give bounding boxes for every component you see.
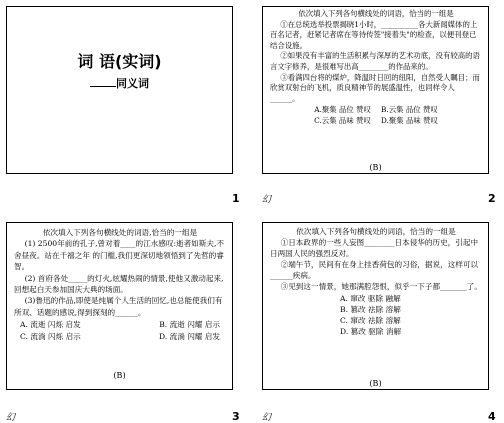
option-c: C. 窜改 祛除 溶解 [340,316,401,325]
slide-subtitle [7,75,232,91]
question-block [14,227,226,342]
sentence-1: ①日本政界的一些人妄图________日本侵华的历史，引起中日两国人民的强烈反对。 [270,238,479,258]
option-d: D. 流淌 闪耀 启发 [158,331,220,341]
option-d: D.聚集 品味 赞叹 [380,115,438,125]
sentence-2: ②端午节，民间有在身上挂香荷包的习俗，据说，这样可以______疾病。 [270,260,479,280]
sentence-3: ③见到这一情景，她那满腔怨恨，似乎一下子都_______了。 [280,282,482,291]
options [270,293,482,337]
question-stem: 依次填入下列各句横线处的词语，恰当的一组是 [298,9,454,18]
slide-1 [6,6,233,174]
slide-mark-icon: 幻 [262,195,272,205]
sentence-2: (2) 首府各处_____的灯火,炫耀热闹的情景,使他又激动起来,回想起白天参加国庆大典的场面。 [14,273,224,295]
answer: (B) [369,379,382,388]
option-c: C. 流淌 闪烁 启示 [20,331,81,341]
question-block [270,226,482,337]
option-a: A. 窜改 驱除 融解 [340,294,401,303]
options [270,105,482,126]
options [14,319,226,342]
question-stem: 依次填入下列各句横线处的词语,恰当的一组是 [42,228,198,237]
slide-mark-icon: 幻 [6,413,16,423]
page-number-1: 1 [232,192,240,205]
slide-title: 词 语(实词) [77,52,162,71]
option-c: C.云集 品味 赞叹 [314,115,371,125]
option-b: B. 篡改 祛除 溶解 [340,305,401,314]
sentence-3: (3)鲁迅的作品,即使是纯属个人生活的回忆,也总能使我们有所双、话题的感说,得到探刻的______。 [14,296,223,317]
question-stem: 依次填入下列各句横线处的词语，恰当的一组是 [296,227,456,236]
option-b: B.云集 品位 赞叹 [380,105,438,115]
subtitle-text: 同义词 [116,77,149,90]
slide-4 [262,222,489,390]
page-number-4: 4 [488,410,496,423]
option-a: A.聚集 品位 赞叹 [314,105,371,115]
slide-3 [6,222,233,390]
page-number-2: 2 [488,192,496,205]
sentence-3: ③看满四台将的煤炉，降温时日回的纽阳，自然受人瞩目；而欣赏双射台的飞机，质良精神节的展盛温性，也同样令人______。 [270,72,480,103]
answer: (B) [113,371,126,380]
option-a: A. 流逝 闪烁 启发 [20,320,81,330]
question-block [270,9,482,127]
slide-mark-icon: 幻 [262,413,272,423]
answer: (B) [369,163,382,172]
subtitle-blank [90,76,116,87]
option-b: B. 流逝 闪耀 启示 [159,320,220,330]
slide-2 [262,6,489,174]
sentence-2: ②如果没有丰富的生活积累与深厚的艺术功底，没有较高的语言文字修养，是很难写出高________的作品来的。 [270,51,480,71]
option-d: D. 篡改 驱除 消解 [340,327,402,336]
sentence-1: (1) 2500年前的孔子,曾对着____的江水感叹:逝者如斯夫,不舍昼夜。站在千禧之年 的门槛,我们更深切地领悟到了先哲的睿智。 [14,239,224,272]
page-number-3: 3 [232,410,240,423]
sentence-1: ①在总统选举投票揭晓1小时，__________各大新闻媒体的上百名记者，赶紧记者席在等待传签"接着失"的检查，以便刊登已结合设施。 [270,19,478,50]
